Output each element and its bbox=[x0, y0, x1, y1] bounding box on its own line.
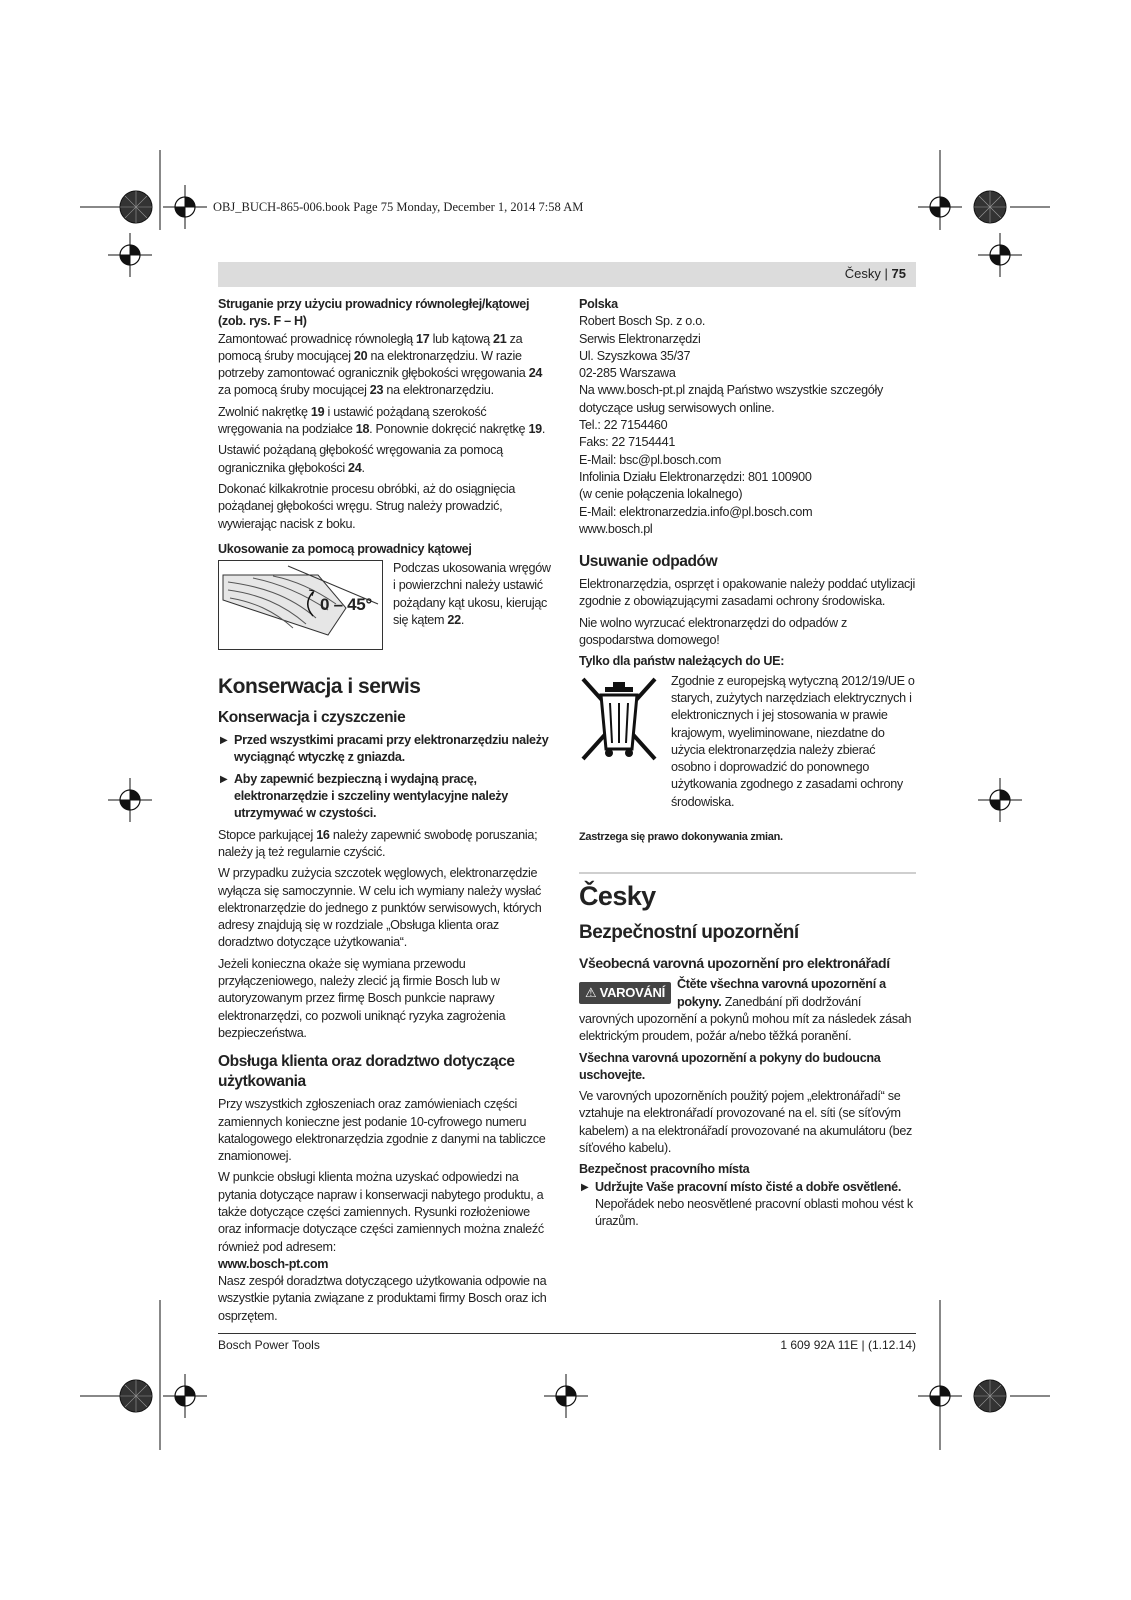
address-line: Serwis Elektronarzędzi bbox=[579, 331, 701, 346]
weee-text: Zgodnie z europejską wytyczną 2012/19/UE o starych, zużytych narzędziach elektrycznych i elektronicznych i jej stosowania w prawie krajowym, wyeliminowane, niezdatne do użycia elektronarzędzia należy zbierać osobno i doprowadzić do ponownego użytkowania zgodnego z zasadami ochrony środowiska. bbox=[671, 673, 915, 809]
address-line: (w cenie połączenia lokalnego) bbox=[579, 487, 743, 502]
address-line: E-Mail: bsc@pl.bosch.com bbox=[579, 452, 722, 467]
section-divider bbox=[579, 872, 916, 874]
bevel-angle-illustration bbox=[218, 560, 383, 650]
address-line: www.bosch.pl bbox=[579, 521, 653, 536]
heading-konserwacja-serwis: Konserwacja i serwis bbox=[218, 675, 421, 699]
paragraph: Jeżeli konieczna okaże się wymiana przewodu przyłączeniowego, należy zlecić ją firmie Bosch lub w autoryzowanym przez firmę Bosch punkcie naprawy elektronarzędzi, co pozwoli uniknąć ryzyka zagrożenia bezpieczeństwa. bbox=[218, 956, 506, 1040]
address-line: Faks: 22 7154441 bbox=[579, 435, 676, 450]
header-language: Česky bbox=[844, 266, 881, 281]
paragraph: Ve varovných upozorněních použitý pojem „elektronářadí“ se vztahuje na elektronářadí provozované na el. síti (se síťovým kabelem) a na elektronářadí provozované na akumulátoru (bez síťového kabelu). bbox=[579, 1089, 913, 1155]
footer-rule bbox=[218, 1333, 916, 1334]
heading-usuwanie: Usuwanie odpadów bbox=[579, 553, 718, 571]
heading-pracovniho-mista: Bezpečnost pracovního místa bbox=[579, 1162, 750, 1177]
address-line: 02-285 Warszawa bbox=[579, 366, 676, 381]
bosch-url-link[interactable]: www.bosch-pt.com bbox=[218, 1256, 329, 1271]
bevel-text: Podczas ukosowania wręgów i powierzchni należy ustawić pożądany kąt ukosu, kierując się kątem 22. bbox=[393, 561, 551, 628]
page-number: 75 bbox=[891, 266, 906, 281]
address-line: Ul. Szyszkowa 35/37 bbox=[579, 348, 691, 363]
file-header: OBJ_BUCH-865-006.book Page 75 Monday, December 1, 2014 7:58 AM bbox=[213, 200, 584, 214]
left-column bbox=[218, 296, 551, 1329]
paragraph: Zamontować prowadnicę równoległą 17 lub kątową 21 za pomocą śruby mocującej 20 na elektronarzędziu. W razie potrzeby zamontować ogranicznik głębokości wręgowania 24 za pomocą śruby mocującej 23 na elektronarzędziu. bbox=[218, 331, 543, 398]
paragraph: Dokonać kilkakrotnie procesu obróbki, aż do osiągnięcia pożądanej głębokości wręgu. Strug należy prowadzić, wywierając nacisk z boku. bbox=[218, 481, 516, 531]
heading-obsluga: Obsługa klienta oraz doradztwo dotyczące użytkowania bbox=[218, 1053, 515, 1091]
right-column bbox=[579, 296, 916, 1234]
footer-right: 1 609 92A 11E | (1.12.14) bbox=[780, 1338, 916, 1352]
address-line: Tel.: 22 7154460 bbox=[579, 418, 668, 433]
paragraph: Elektronarzędzia, osprzęt i opakowanie należy poddać utylizacji zgodnie z obowiązującymi zasadami ochrony środowiska. bbox=[579, 577, 916, 609]
address-line: Na www.bosch-pt.pl znajdą Państwo wszystkie szczegóły dotyczące usług serwisowych online. bbox=[579, 383, 883, 415]
paragraph: Ustawić pożądaną głębokość wręgowania za pomocą ogranicznika głębokości 24. bbox=[218, 443, 503, 475]
uschovejte-note: Všechna varovná upozornění a pokyny do budoucna uschovejte. bbox=[579, 1050, 881, 1082]
address-block bbox=[579, 313, 916, 538]
weee-row bbox=[579, 673, 916, 811]
page-header bbox=[845, 266, 906, 281]
angle-label: 0 – 45° bbox=[320, 595, 372, 615]
page-header-bar bbox=[218, 262, 916, 287]
heading-konserwacja-czyszczenie: Konserwacja i czyszczenie bbox=[218, 709, 406, 727]
address-line: Robert Bosch Sp. z o.o. bbox=[579, 314, 706, 329]
paragraph: Nie wolno wyrzucać elektronarzędzi do odpadów z gospodarstwa domowego! bbox=[579, 615, 848, 648]
paragraph: W punkcie obsługi klienta można uzyskać odpowiedzi na pytania dotyczące napraw i konserwacji nabytego produktu, a także dotyczące części zamiennych. Rysunki rozłożeniowe oraz informacje dotyczące części zamiennych można znaleźć również pod adresem: bbox=[218, 1170, 544, 1254]
header-separator: | bbox=[884, 266, 888, 281]
heading-tylko-ue: Tylko dla państw należących do UE: bbox=[579, 654, 785, 669]
heading-vseobecna: Všeobecná varovná upozornění pro elektronářadí bbox=[579, 955, 890, 972]
zastrzega-note: Zastrzega się prawo dokonywania zmian. bbox=[579, 831, 783, 844]
list-item: ▶ Udržujte Vaše pracovní místo čisté a dobře osvětlené. Nepořádek nebo neosvětlené pracovní oblasti mohou vést k úrazům. bbox=[581, 1179, 913, 1229]
address-line: Infolinia Działu Elektronarzędzi: 801 100900 bbox=[579, 469, 812, 484]
heading-cesky: Česky bbox=[579, 881, 656, 912]
paragraph: W przypadku zużycia szczotek węglowych, elektronarzędzie wyłącza się samoczynnie. W celu ich wymiany należy wysłać elektronarzędzie do jednego z punktów serwisowych, których adresy znajdują się w rozdziale „Obsługa klienta oraz doradztwo dotyczące użytkowania“. bbox=[218, 866, 542, 950]
paragraph: Stopce parkującej 16 należy zapewnić swobodę poruszania; należy ją też regularnie czyścić. bbox=[218, 827, 538, 859]
warning-badge: ⚠ VAROVÁNÍ bbox=[579, 982, 671, 1003]
section-heading-struganie: Struganie przy użyciu prowadnicy równoległej/kątowej (zob. rys. F – H) bbox=[218, 297, 530, 329]
section-heading-ukosowanie: Ukosowanie za pomocą prowadnicy kątowej bbox=[218, 541, 472, 556]
list-item: ▶ Aby zapewnić bezpieczną i wydajną pracę, elektronarzędzie i szczeliny wentylacyjne należy utrzymywać w czystości. bbox=[220, 771, 508, 821]
crossed-out-bin-icon bbox=[579, 673, 659, 765]
heading-bezpecnostni: Bezpečnostní upozornění bbox=[579, 922, 799, 944]
warning-triangle-icon: ⚠ bbox=[585, 985, 597, 1001]
footer-left: Bosch Power Tools bbox=[218, 1338, 320, 1352]
address-line: E-Mail: elektronarzedzia.info@pl.bosch.com bbox=[579, 504, 813, 519]
paragraph: Zwolnić nakrętkę 19 i ustawić pożądaną szerokość wręgowania na podziałce 18. Ponownie dokręcić nakrętkę 19. bbox=[218, 404, 546, 437]
list-item: ▶ Przed wszystkimi pracami przy elektronarzędziu należy wyciągnąć wtyczkę z gniazda. bbox=[220, 733, 549, 765]
warning-block: ⚠ VAROVÁNÍ Čtěte všechna varovná upozornění a pokyny. Zanedbání při dodržování varovných upozornění a pokynů mohou mít za následek zásah elektrickým proudem, požár a/nebo těžká poranění. bbox=[579, 977, 912, 1044]
heading-polska: Polska bbox=[579, 297, 618, 311]
paragraph: Przy wszystkich zgłoszeniach oraz zamówieniach części zamiennych konieczne jest podanie 10-cyfrowego numeru katalogowego elektronarzędzia zgodnie z danymi na tabliczce znamionowej. bbox=[218, 1097, 546, 1164]
paragraph: Nasz zespół doradztwa dotyczącego użytkowania odpowie na wszystkie pytania związane z produktami firmy Bosch oraz ich osprzętem. bbox=[218, 1274, 547, 1323]
bevel-figure-row bbox=[218, 560, 551, 650]
